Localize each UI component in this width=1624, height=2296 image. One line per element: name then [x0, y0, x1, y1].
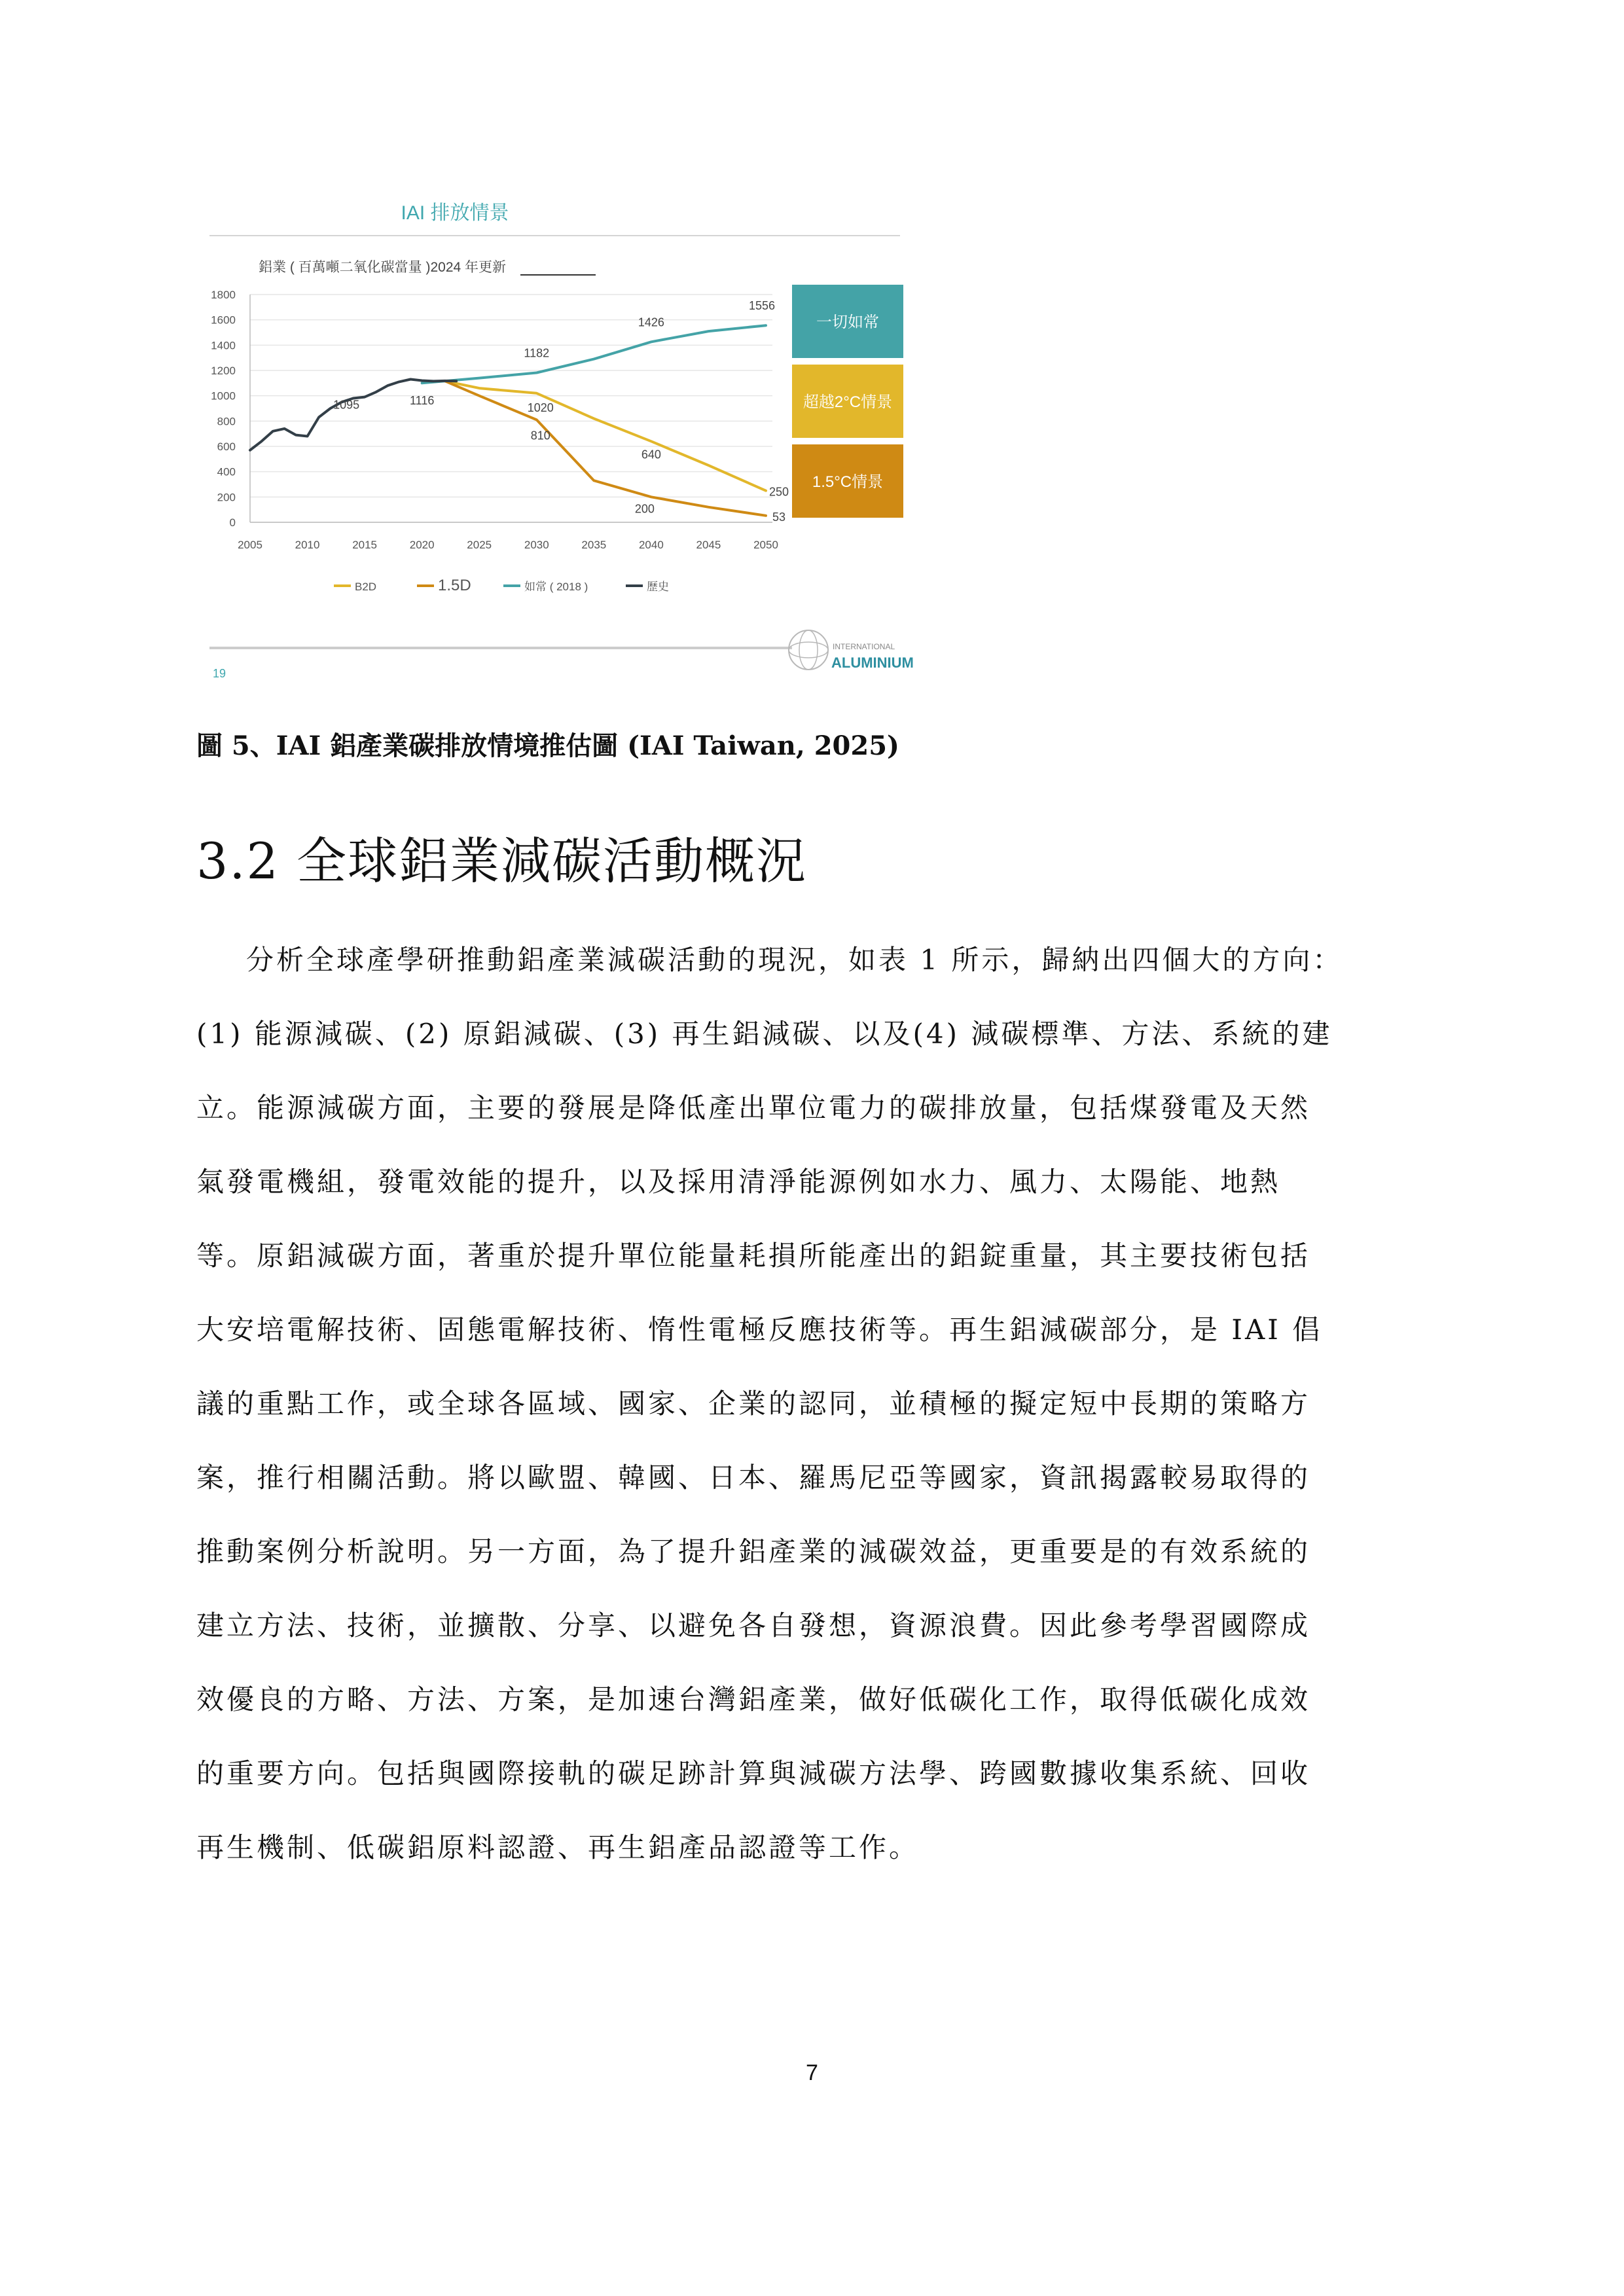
paragraph-line: 大安培電解技術、固態電解技術、惰性電極反應技術等。再生鋁減碳部分，是 IAI 倡 [196, 1314, 1323, 1346]
emission-scenario-figure [196, 183, 916, 694]
x-tick-label: 2025 [467, 539, 492, 551]
x-tick-label: 2015 [352, 539, 378, 551]
paragraph-line: 推動案例分析說明。另一方面，為了提升鋁產業的減碳效益，更重要是的有效系統的 [196, 1535, 1311, 1568]
scenario-label: 超越2°C情景 [803, 393, 893, 411]
legend-label: 如常 ( 2018 ) [524, 581, 588, 593]
y-tick-label: 600 [217, 440, 236, 453]
data-label: 1182 [524, 346, 550, 360]
data-label: 200 [634, 502, 655, 516]
section-heading: 3.2 全球鋁業減碳活動概況 [196, 832, 808, 890]
legend-label: 歷史 [647, 581, 669, 593]
data-label: 53 [772, 510, 786, 524]
paragraph-line: 氣發電機組，發電效能的提升，以及採用清淨能源例如水力、風力、太陽能、地熱 [196, 1166, 1281, 1198]
paragraph-line: 議的重點工作，或全球各區域、國家、企業的認同，並積極的擬定短中長期的策略方 [196, 1388, 1311, 1420]
legend-label: B2D [355, 581, 377, 593]
paragraph-line: 分析全球產學研推動鋁產業減碳活動的現況，如表 1 所示，歸納出四個大的方向： [246, 944, 1343, 976]
series-line [422, 325, 766, 383]
paragraph-line: 建立方法、技術，並擴散、分享、以避免各自發想，資源浪費。因此參考學習國際成 [196, 1609, 1311, 1641]
slide-title: IAI 排放情景 [401, 202, 509, 224]
series-line [250, 380, 456, 450]
x-tick-label: 2010 [295, 539, 320, 551]
scenario-label: 一切如常 [816, 314, 879, 331]
series-line [445, 381, 766, 516]
y-tick-label: 800 [217, 415, 236, 428]
logo-big-text: ALUMINIUM [831, 655, 914, 671]
paragraph-line: 立。能源減碳方面，主要的發展是降低產出單位電力的碳排放量，包括煤發電及天然 [196, 1092, 1311, 1124]
y-tick-label: 1000 [211, 389, 236, 403]
y-tick-label: 0 [229, 516, 236, 529]
legend-label: 1.5D [438, 577, 471, 594]
globe-icon-parallel [789, 642, 828, 658]
y-tick-label: 1800 [211, 289, 236, 301]
globe-icon [789, 630, 828, 670]
data-label: 810 [530, 429, 550, 442]
y-tick-label: 400 [217, 465, 236, 478]
series-line [445, 381, 766, 491]
y-tick-label: 200 [217, 491, 236, 504]
paragraph-line: 案，推行相關活動。將以歐盟、韓國、日本、羅馬尼亞等國家，資訊揭露較易取得的 [196, 1462, 1311, 1494]
globe-icon-meridian [799, 630, 818, 670]
data-label: 250 [768, 485, 789, 499]
page-number: 7 [806, 2060, 818, 2085]
scenario-label: 1.5°C情景 [812, 473, 884, 491]
y-tick-label: 1200 [211, 365, 236, 377]
data-label: 640 [641, 448, 661, 461]
x-tick-label: 2045 [696, 539, 721, 551]
paragraph-line: 的重要方向。包括與國際接軌的碳足跡計算與減碳方法學、跨國數據收集系統、回收 [196, 1757, 1311, 1789]
paragraph-line: 效優良的方略、方法、方案，是加速台灣鋁產業，做好低碳化工作，取得低碳化成效 [196, 1683, 1311, 1715]
x-tick-label: 2005 [238, 539, 262, 551]
y-tick-label: 1400 [211, 339, 236, 352]
data-label: 1020 [527, 401, 554, 414]
figure-caption: 圖 5、IAI 鋁產業碳排放情境推估圖 (IAI Taiwan, 2025) [196, 730, 899, 761]
paragraph-line: 再生機制、低碳鋁原料認證、再生鋁產品認證等工作。 [196, 1831, 920, 1863]
y-tick-label: 1600 [211, 314, 236, 327]
slide-number: 19 [213, 667, 226, 680]
emission-chart [196, 183, 916, 694]
x-tick-label: 2050 [753, 539, 778, 551]
x-tick-label: 2020 [409, 539, 435, 551]
logo-small-text: INTERNATIONAL [833, 642, 895, 651]
x-tick-label: 2035 [581, 539, 607, 551]
x-tick-label: 2030 [524, 539, 549, 551]
chart-subtitle: 鋁業 ( 百萬噸二氧化碳當量 )2024 年更新 [259, 260, 507, 275]
paragraph-line: (1) 能源減碳、(2) 原鋁減碳、(3) 再生鋁減碳、以及(4) 減碳標準、方法、系統的建 [196, 1018, 1333, 1050]
data-label: 1095 [333, 398, 360, 412]
body-paragraph [196, 923, 1427, 1884]
paragraph-line: 等。原鋁減碳方面，著重於提升單位能量耗損所能產出的鋁錠重量，其主要技術包括 [196, 1240, 1311, 1272]
x-tick-label: 2040 [638, 539, 664, 551]
data-label: 1556 [748, 299, 776, 313]
data-label: 1116 [409, 394, 435, 408]
data-label: 1426 [638, 315, 664, 329]
